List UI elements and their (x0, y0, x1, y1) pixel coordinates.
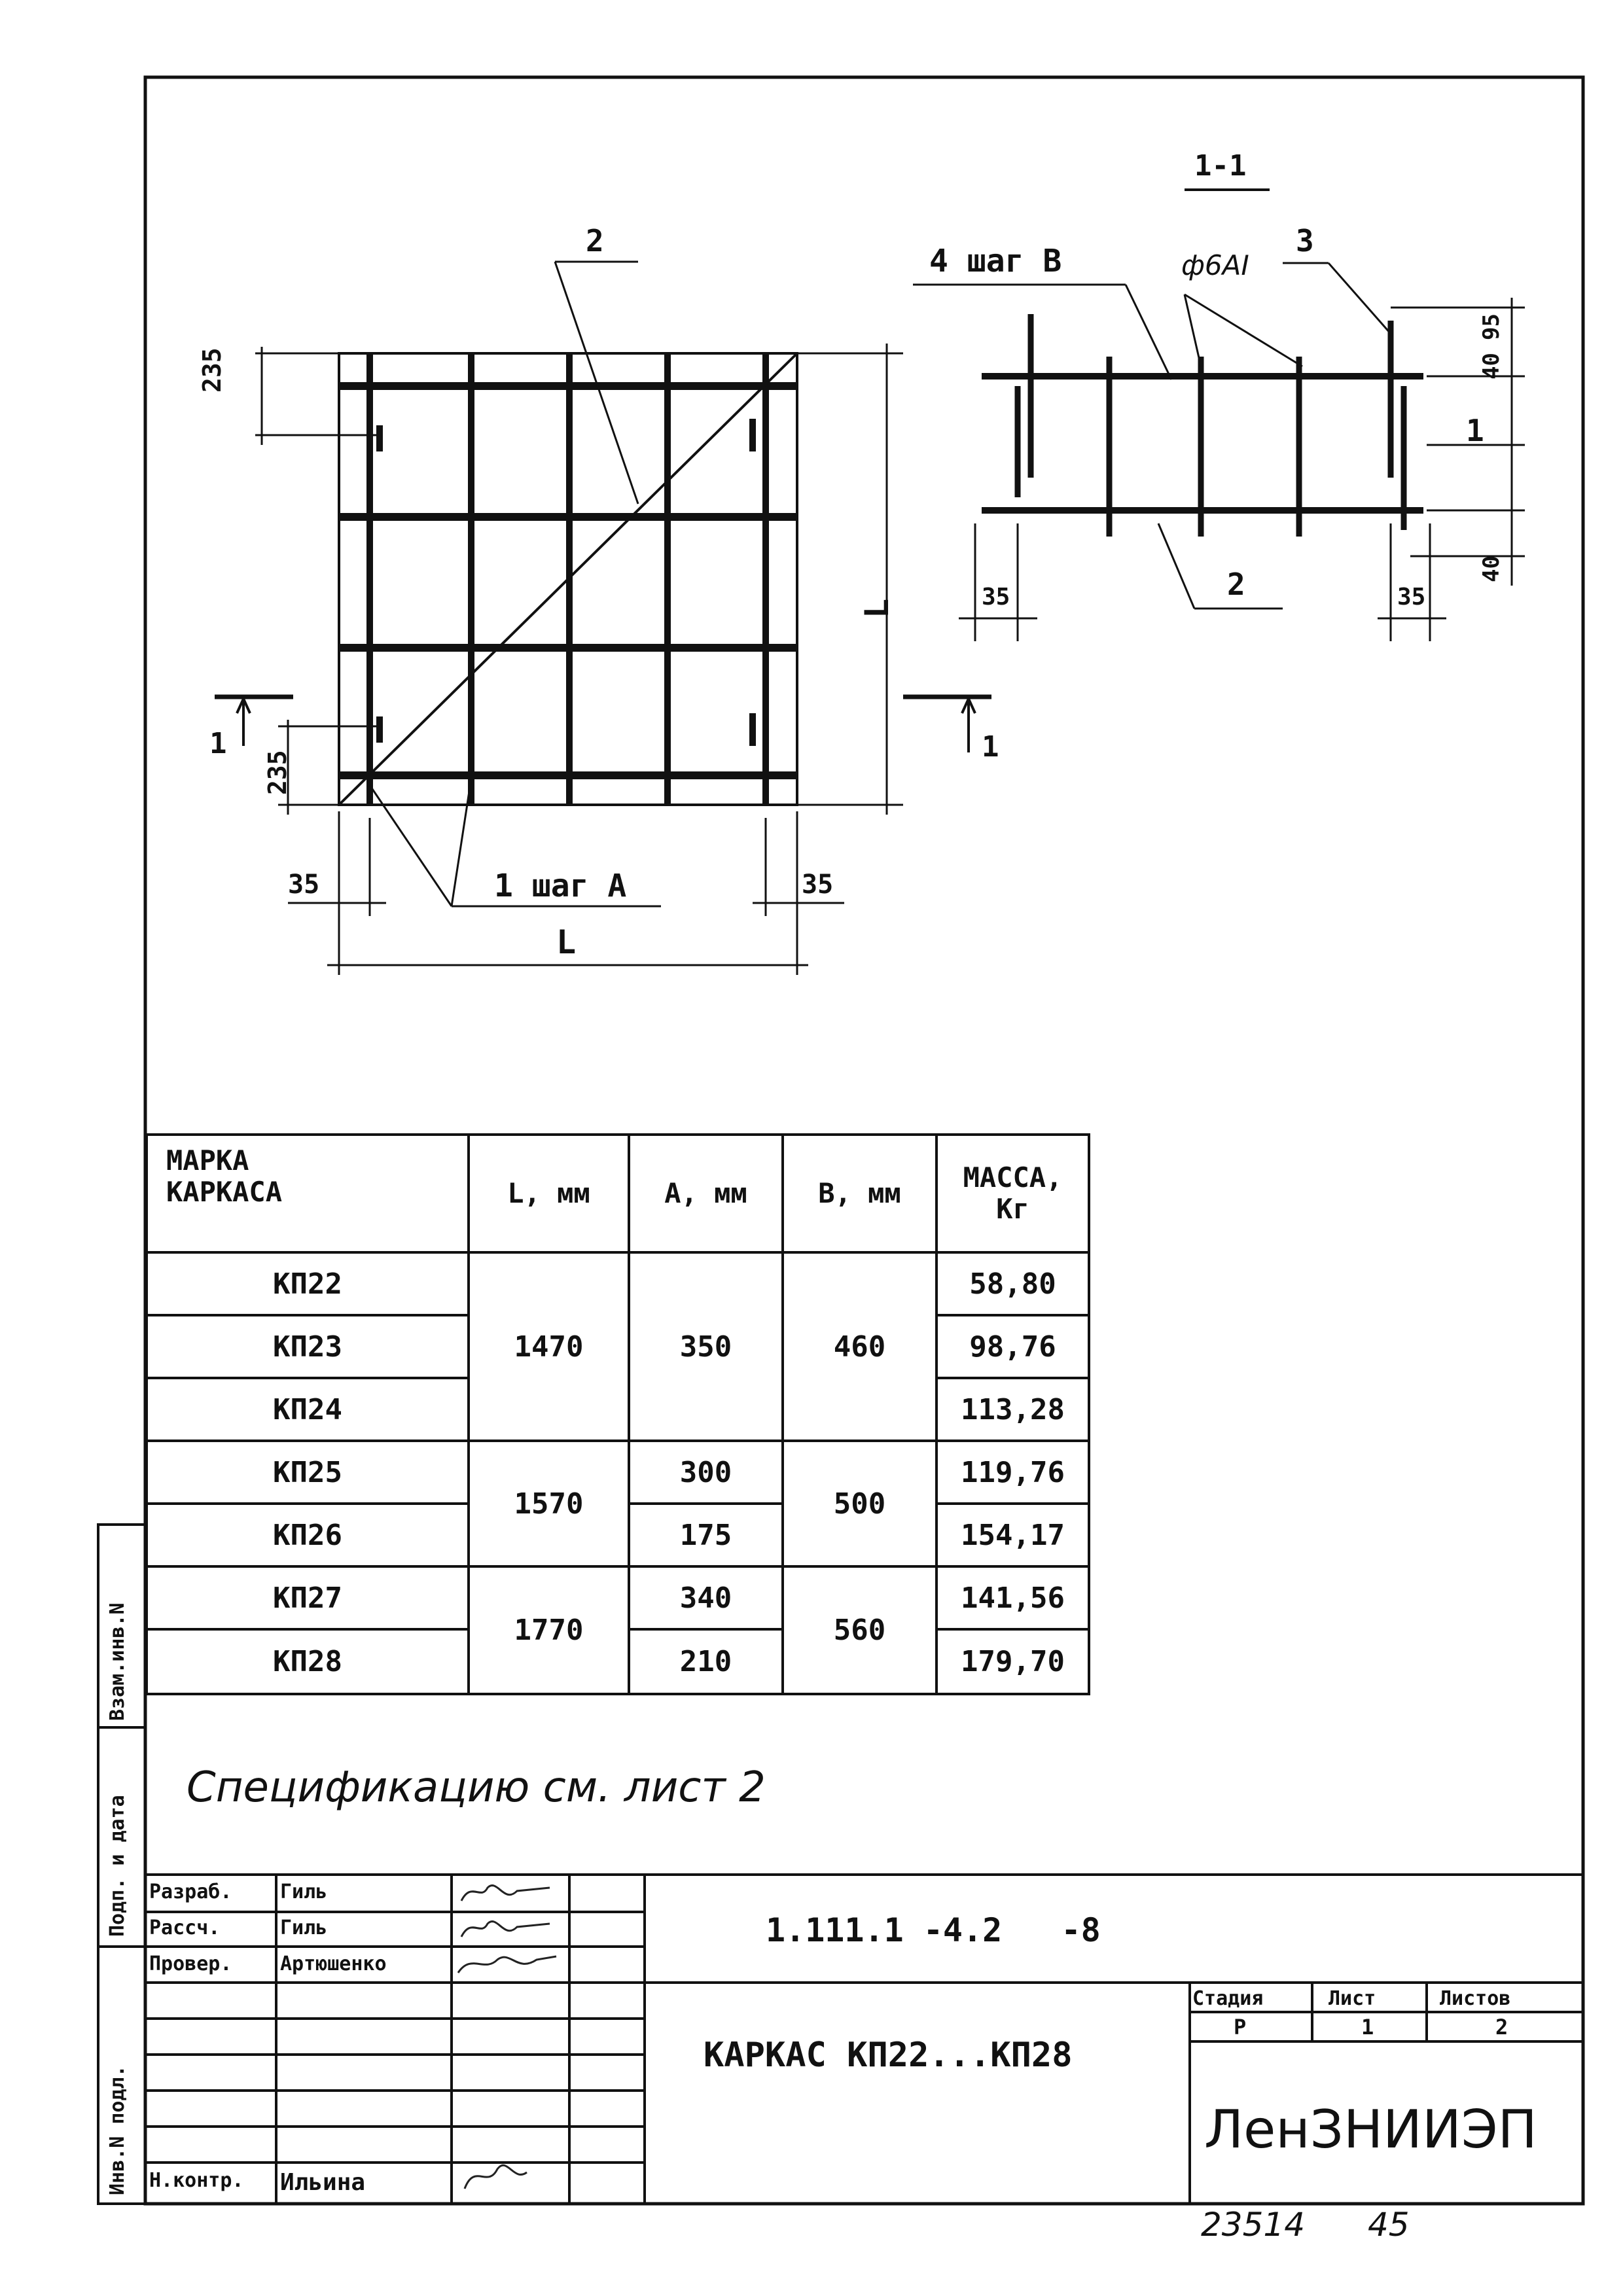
stamp-inv-vzam: Взам.инв.N (106, 1602, 129, 1721)
header-mark: МАРКА КАРКАСА (147, 1135, 469, 1252)
section-dim-35-left: 35 (982, 584, 1010, 610)
header-A: А, мм (629, 1135, 783, 1252)
sheet-header: Лист (1329, 1987, 1376, 2010)
row-A: 210 (629, 1629, 783, 1694)
stage-value: Р (1234, 2015, 1247, 2040)
section-callout-diameter: ф6АI (1181, 249, 1249, 281)
header-L: L, мм (469, 1135, 629, 1252)
stamp-inv-podl: Инв.N подл. (106, 2065, 129, 2195)
section-callout-4-step: 4 шаг B (929, 243, 1062, 279)
section-mark-right: 1 (982, 730, 999, 764)
plan-dim-35-left: 35 (288, 870, 320, 900)
section-dim-95: 95 (1478, 313, 1505, 340)
row-A: 340 (629, 1566, 783, 1629)
row-A: 175 (629, 1504, 783, 1566)
group-L: 1470 (469, 1252, 629, 1441)
drawing-title: КАРКАС КП22...КП28 (704, 2036, 1073, 2075)
sheet-value: 1 (1361, 2015, 1374, 2040)
section-dim-40-bottom: 40 (1478, 556, 1505, 582)
table-row-mark: КП28 (147, 1629, 469, 1694)
header-mass: МАССА, Кг (936, 1135, 1089, 1252)
plan-dim-235-top: 235 (198, 347, 226, 393)
table-row-mass: 98,76 (936, 1315, 1089, 1378)
sheets-value: 2 (1495, 2015, 1508, 2040)
role-name: Ильина (280, 2169, 366, 2196)
table-row-mass: 119,76 (936, 1441, 1089, 1504)
plan-dim-35-right: 35 (802, 870, 834, 900)
role-name: Гиль (280, 1916, 328, 1939)
role-label: Рассч. (149, 1916, 221, 1939)
table-row-mass: 58,80 (936, 1252, 1089, 1315)
role-name: Артюшенко (280, 1952, 387, 1975)
group-B: 500 (783, 1441, 936, 1566)
row-A: 300 (629, 1441, 783, 1504)
header-B: В, мм (783, 1135, 936, 1252)
table-row-mark: КП22 (147, 1252, 469, 1315)
section-mark-left: 1 (209, 727, 227, 760)
plan-dim-L-horizontal: L (556, 923, 577, 961)
table-row-mass: 154,17 (936, 1504, 1089, 1566)
specification-note: Спецификацию см. лист 2 (187, 1763, 766, 1812)
section-callout-3: 3 (1296, 223, 1314, 258)
table-row-mark: КП24 (147, 1378, 469, 1441)
plan-callout-1-step: 1 шаг А (494, 868, 627, 904)
group-A: 350 (629, 1252, 783, 1441)
group-L: 1770 (469, 1566, 629, 1694)
table-row-mark: КП27 (147, 1566, 469, 1629)
group-B: 560 (783, 1566, 936, 1694)
bottom-number-2: 45 (1368, 2206, 1410, 2244)
group-L: 1570 (469, 1441, 629, 1566)
stamp-podp-data: Подп. и дата (106, 1795, 129, 1937)
plan-dim-L-vertical: L (858, 598, 896, 618)
section-dim-40-top: 40 (1478, 353, 1505, 380)
section-callout-2: 2 (1227, 567, 1245, 602)
group-B: 460 (783, 1252, 936, 1441)
plan-dim-235-bottom: 235 (263, 750, 292, 795)
table-row-mark: КП26 (147, 1504, 469, 1566)
section-callout-1: 1 (1466, 413, 1484, 448)
bottom-number-1: 23514 (1201, 2206, 1306, 2244)
frames-table (145, 1133, 1090, 1695)
table-row-mass: 179,70 (936, 1629, 1089, 1694)
section-title: 1-1 (1194, 149, 1247, 183)
signatures (452, 1875, 569, 2204)
table-row-mass: 113,28 (936, 1378, 1089, 1441)
role-label: Провер. (149, 1952, 232, 1975)
document-code: 1.111.1 -4.2 -8 (766, 1911, 1101, 1949)
role-label: Н.контр. (149, 2169, 244, 2192)
table-row-mark: КП23 (147, 1315, 469, 1378)
organization-name: ЛенЗНИИЭП (1204, 2099, 1537, 2160)
stage-header: Стадия (1192, 1987, 1264, 2010)
section-dim-35-right: 35 (1397, 584, 1426, 610)
table-row-mass: 141,56 (936, 1566, 1089, 1629)
table-row-mark: КП25 (147, 1441, 469, 1504)
plan-callout-2: 2 (586, 223, 604, 258)
role-label: Разраб. (149, 1881, 232, 1903)
sheets-header: Листов (1440, 1987, 1511, 2010)
role-name: Гиль (280, 1881, 328, 1903)
